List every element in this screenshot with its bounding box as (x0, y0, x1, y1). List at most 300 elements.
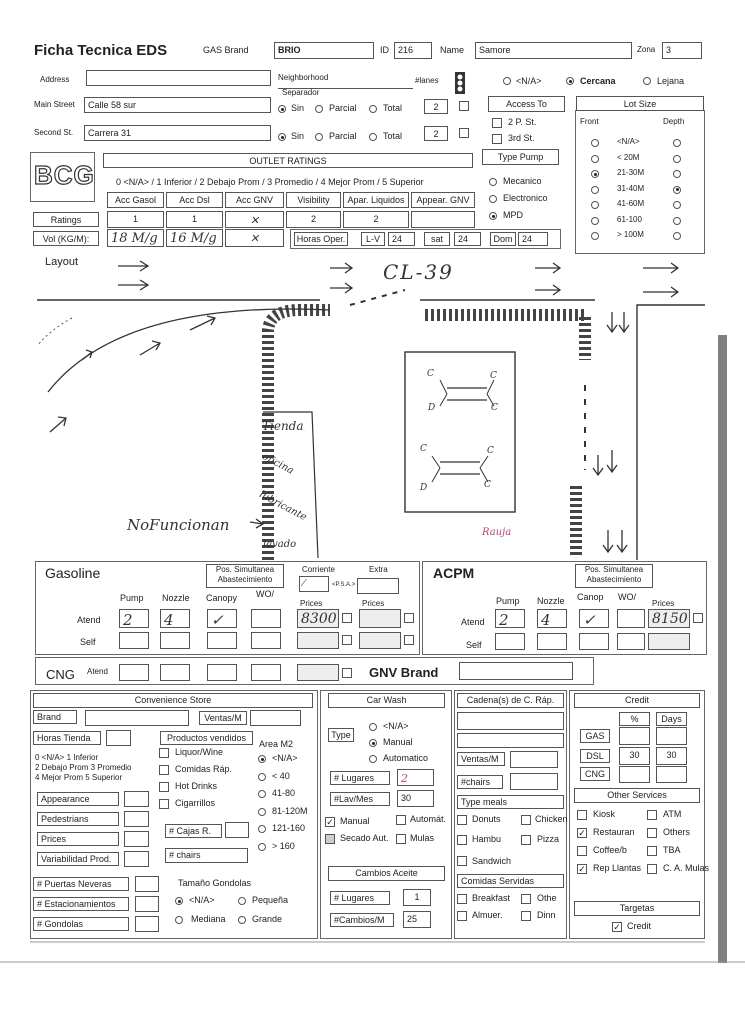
cambios-m-label: #Cambios/M (330, 913, 394, 927)
cng-atend-label: Atend (87, 667, 108, 676)
store-productos-label: Productos vendidos (160, 731, 253, 745)
service-label: C. A. Mulas (663, 863, 710, 873)
store-area-radio[interactable] (258, 825, 266, 833)
wash-lugares-label: # Lugares (330, 771, 390, 785)
gasoline-extra-price[interactable] (359, 609, 401, 628)
meal-chicken-label: Chicken (535, 814, 568, 824)
acpm-self-price[interactable] (648, 633, 690, 650)
vol-gasol-field[interactable]: 18 M/g (107, 229, 164, 247)
ratings-label: Ratings (33, 212, 99, 227)
gasoline-prices-label-1: Prices (300, 599, 323, 608)
second-street-label: Second St. (34, 128, 74, 137)
credit-gas-pct[interactable] (619, 727, 650, 745)
store-area-radio[interactable] (258, 843, 266, 851)
meal-hambu-checkbox[interactable] (457, 835, 467, 845)
serv-dinn-label: Dinn (537, 910, 556, 920)
main-lanes-checkbox[interactable] (459, 101, 469, 111)
store-rating-field[interactable] (124, 831, 149, 847)
lot-depth-radio[interactable] (673, 201, 681, 209)
store-tamano-label: Tamaño Gondolas (178, 878, 252, 888)
store-chairs-label: # chairs (165, 848, 248, 863)
credit-cng-label: CNG (580, 767, 610, 781)
service-checkbox[interactable] (647, 864, 657, 874)
store-count-label: # Estacionamientos (33, 897, 129, 911)
credit-gas-label: GAS (580, 729, 610, 743)
serv-breakfast-label: Breakfast (472, 893, 511, 903)
credit-dsl-label: DSL (580, 749, 610, 763)
serv-breakfast-checkbox[interactable] (457, 894, 467, 904)
second-sep-total-radio[interactable] (369, 133, 377, 141)
wash-automat-checkbox[interactable] (396, 815, 406, 825)
store-product-label: Liquor/Wine (175, 747, 224, 757)
lot-size-header: Lot Size (576, 96, 704, 111)
wash-type-na-label: <N/A> (383, 721, 409, 731)
dom-label: Dom (490, 232, 516, 246)
acpm-self-wo[interactable] (617, 633, 645, 650)
meal-donuts-label: Donuts (472, 814, 501, 824)
service-label: ATM (663, 809, 682, 819)
acpm-wo-label: WO/ (618, 592, 636, 602)
oficina-label: oficina (260, 451, 296, 477)
lot-option-label: 21-30M (617, 168, 645, 177)
store-product-checkbox[interactable] (159, 765, 169, 775)
acpm-nozzle-field[interactable]: 4 (537, 609, 567, 628)
store-rating-field[interactable] (124, 851, 149, 867)
credit-days-header: Days (656, 712, 687, 726)
location-na-label: <N/A> (516, 76, 542, 86)
acpm-pump-label: Pump (496, 596, 520, 606)
cng-nozzle-field[interactable] (160, 664, 190, 681)
cadena-chairs-label: #chairs (457, 775, 503, 789)
rating-apar-liquidos[interactable]: 2 (343, 211, 409, 228)
serv-othe-label: Othe (537, 893, 557, 903)
convenience-store-header: Convenience Store (33, 693, 313, 708)
cambios-lugares-label: # Lugares (330, 891, 390, 905)
lot-depth-radio[interactable] (673, 217, 681, 225)
lot-option-label: 31-40M (617, 183, 645, 193)
store-area-label: Area M2 (259, 739, 294, 749)
acpm-self-pump[interactable] (495, 633, 525, 650)
gondola-grande-label: Grande (252, 914, 283, 924)
lot-depth-radio[interactable] (673, 155, 681, 163)
rating-acc-gasol[interactable]: 1 (107, 211, 164, 228)
access-3rd-checkbox[interactable] (492, 134, 502, 144)
access-2pst-label: 2 P. St. (508, 117, 537, 127)
dom-field[interactable]: 24 (518, 232, 548, 246)
gasoline-extra-label: Extra (369, 565, 388, 574)
serv-almuer-label: Almuer. (472, 910, 503, 920)
store-cajas-field[interactable] (225, 822, 249, 838)
pump-mpd-radio[interactable] (489, 212, 497, 220)
location-cercana-radio[interactable] (566, 77, 574, 85)
cng-pump-field[interactable] (119, 664, 149, 681)
meal-sandwich-checkbox[interactable] (457, 856, 467, 866)
sat-label: sat (424, 232, 450, 246)
wash-type-manual-radio[interactable] (369, 739, 377, 747)
type-meals-header: Type meals (457, 795, 564, 809)
store-rating-label: Prices (37, 832, 119, 846)
lot-depth-radio[interactable] (673, 170, 681, 178)
pump-label-8: C (484, 480, 491, 490)
pump-label-7: D (420, 483, 428, 493)
acpm-self-nozzle[interactable] (537, 633, 567, 650)
cadena-name-field[interactable] (457, 712, 564, 730)
store-ventas-label: Ventas/M (199, 711, 247, 725)
store-brand-field[interactable] (85, 710, 189, 726)
wash-type-auto-label: Automatico (383, 753, 429, 763)
wash-mulas-label: Mulas (410, 833, 435, 843)
store-horas-label: Horas Tienda (33, 731, 101, 745)
service-label: Coffee/b (593, 845, 627, 855)
second-sep-parcial-label: Parcial (329, 131, 357, 141)
gondola-grande-radio[interactable] (238, 916, 246, 924)
meal-pizza-checkbox[interactable] (521, 835, 531, 845)
col-visibility: Visibility (286, 192, 341, 208)
gasoline-self-nozzle[interactable] (160, 632, 190, 649)
tienda-label: Tienda (262, 419, 304, 433)
zona-field[interactable]: 3 (662, 42, 702, 59)
wash-automat-label: Automát. (410, 814, 447, 824)
targetas-header: Targetas (574, 901, 700, 916)
type-pump-header: Type Pump (482, 149, 559, 165)
credit-cng-days[interactable] (656, 766, 687, 783)
store-area-radio[interactable] (258, 808, 266, 816)
second-sep-parcial-radio[interactable] (315, 133, 323, 141)
second-lanes-field[interactable]: 2 (424, 126, 448, 141)
gasoline-corriente-label: Corriente (302, 565, 335, 574)
address-label: Address (40, 75, 70, 84)
outlet-rating-scale: 0 <N/A> / 1 Inferior / 2 Debajo Prom / 3 Promedio / 4 Mejor Prom / 5 Superior (116, 177, 424, 187)
store-area-label: <N/A> (272, 753, 298, 763)
location-na-radio[interactable] (503, 77, 511, 85)
cambios-lugares-field[interactable]: 1 (403, 889, 431, 906)
location-lejana-radio[interactable] (643, 77, 651, 85)
no-funciona-note: NoFuncionan (127, 516, 230, 534)
traffic-light-icon (455, 72, 465, 94)
credit-gas-days[interactable] (656, 727, 687, 745)
wash-manual-checkbox[interactable]: ✓ (326, 817, 334, 827)
service-checkbox[interactable]: ✓ (578, 864, 586, 874)
credit-dsl-pct[interactable]: 30 (619, 747, 650, 765)
main-sep-parcial-radio[interactable] (315, 105, 323, 113)
separador-label: Separador (282, 88, 320, 97)
gasoline-wo-label: WO/ (256, 589, 274, 599)
access-2pst-checkbox[interactable] (492, 118, 502, 128)
gasoline-pump-field[interactable]: 2 (119, 609, 149, 628)
gasoline-wo-field[interactable] (251, 609, 281, 628)
gasoline-corriente-check[interactable]: ⁄ (299, 576, 329, 592)
gasoline-extra-price-check[interactable] (404, 613, 414, 623)
gasoline-title: Gasoline (45, 565, 101, 581)
pump-label-4: C (491, 403, 498, 413)
location-cercana-label: Cercana (580, 76, 616, 86)
col-appear-gnv: Appear. GNV (411, 192, 475, 208)
lot-option-label: > 100M (617, 230, 644, 239)
gondola-pequena-radio[interactable] (238, 897, 246, 905)
store-product-checkbox[interactable] (159, 799, 169, 809)
comidas-servidas-header: Comidas Servidas (457, 874, 564, 888)
gasoline-psa-label: <P.S.A.> (332, 582, 356, 588)
gas-brand-label: GAS Brand (203, 45, 249, 55)
meal-chicken-checkbox[interactable] (521, 815, 531, 825)
col-acc-gnv: Acc GNV (225, 192, 284, 208)
gondola-na-radio[interactable] (175, 897, 183, 905)
name-label: Name (440, 45, 465, 55)
credit-dsl-days[interactable]: 30 (656, 747, 687, 765)
name-field[interactable]: Samore (475, 42, 632, 59)
main-sep-sin-radio[interactable] (278, 105, 286, 113)
targeta-credit-checkbox[interactable]: ✓ (613, 922, 621, 932)
gasoline-self-label: Self (80, 637, 96, 647)
acpm-wo-field[interactable] (617, 609, 645, 628)
main-street-field[interactable]: Calle 58 sur (84, 97, 271, 113)
second-lanes-checkbox[interactable] (459, 128, 469, 138)
main-sep-total-label: Total (383, 103, 403, 113)
acpm-self-label: Self (466, 640, 482, 650)
acpm-self-canopy[interactable] (579, 633, 609, 650)
red-note: Rauja (482, 527, 512, 538)
acpm-price-check[interactable] (693, 613, 703, 623)
gasoline-pump-label: Pump (120, 593, 144, 603)
rating-acc-gnv[interactable]: ✕ (225, 211, 284, 228)
lot-front-radio[interactable] (591, 139, 599, 147)
service-label: Kiosk (593, 809, 616, 819)
gasoline-prices-label-2: Prices (362, 599, 385, 608)
acpm-prices-label: Prices (652, 599, 675, 608)
id-field[interactable]: 216 (394, 42, 432, 59)
service-label: Others (663, 827, 691, 837)
wash-lav-field[interactable]: 30 (397, 790, 434, 807)
lot-option-label: <N/A> (617, 137, 640, 146)
store-count-field[interactable] (135, 896, 159, 912)
cng-canopy-field[interactable] (207, 664, 237, 681)
lot-front-label: Front (580, 117, 599, 126)
gasoline-self-price-1-check[interactable] (342, 635, 352, 645)
lot-front-radio[interactable] (591, 201, 599, 209)
gasoline-corriente-price[interactable]: 8300 (297, 609, 339, 628)
acpm-canopy-field[interactable]: ✓ (579, 609, 609, 628)
store-brand-label: Brand (33, 710, 77, 724)
sat-field[interactable]: 24 (454, 232, 481, 246)
pump-label-3: D (428, 403, 436, 413)
lot-option-label: < 20M (617, 152, 640, 162)
acpm-title: ACPM (433, 565, 475, 581)
id-label: ID (380, 45, 389, 55)
col-apar-liquidos: Apar. Liquidos (343, 192, 409, 208)
credit-pct-header: % (619, 712, 650, 726)
lavado-label: lavado (263, 539, 297, 550)
lot-depth-label: Depth (663, 117, 685, 126)
wash-secado-label: Secado Aut. (340, 833, 389, 843)
targeta-credit-label: Credit (627, 921, 652, 931)
gasoline-atend-label: Atend (77, 615, 101, 625)
vol-gnv-field[interactable]: ✕ (225, 229, 284, 247)
lot-front-radio[interactable] (591, 170, 599, 178)
rating-appear-gnv[interactable] (411, 211, 475, 228)
cadena-header: Cadena(s) de C. Ráp. (457, 693, 564, 708)
lanes-label: #lanes (415, 76, 439, 85)
store-cajas-label: # Cajas R. (165, 824, 222, 838)
address-field[interactable] (86, 70, 271, 86)
gasoline-self-canopy[interactable] (207, 632, 237, 649)
pump-electronico-radio[interactable] (489, 195, 497, 203)
cadena-ventas-field[interactable] (510, 751, 558, 768)
wash-mulas-checkbox[interactable] (396, 834, 406, 844)
wash-lugares-field[interactable]: 2 (397, 769, 434, 786)
cadena-name-field-2[interactable] (457, 733, 564, 748)
cambios-m-field[interactable]: 25 (403, 911, 431, 928)
gasoline-nozzle-label: Nozzle (162, 593, 190, 603)
store-count-label: # Gondolas (33, 917, 129, 931)
zona-label: Zona (637, 45, 656, 54)
store-area-radio[interactable] (258, 790, 266, 798)
serv-othe-checkbox[interactable] (521, 894, 531, 904)
store-product-label: Cigarrillos (175, 798, 216, 808)
layout-label: Layout (45, 256, 79, 268)
store-scale-2: 2 Debajo Prom 3 Promedio (35, 763, 132, 772)
second-sep-sin-label: Sin (291, 131, 305, 141)
serv-dinn-checkbox[interactable] (521, 911, 531, 921)
store-area-radio[interactable] (258, 773, 266, 781)
pump-mecanico-radio[interactable] (489, 178, 497, 186)
gasoline-self-pump[interactable] (119, 632, 149, 649)
cng-price-check[interactable] (342, 668, 352, 678)
main-sep-total-radio[interactable] (369, 105, 377, 113)
acpm-canop-label: Canop (577, 592, 604, 602)
pump-label-6: C (487, 446, 494, 456)
gondola-mediana-radio[interactable] (175, 916, 183, 924)
gasoline-self-price-2[interactable] (359, 632, 401, 649)
gnv-brand-field[interactable] (459, 662, 573, 680)
cng-price-field[interactable] (297, 664, 339, 681)
gasoline-self-wo[interactable] (251, 632, 281, 649)
car-wash-header: Car Wash (328, 693, 445, 708)
lot-depth-radio[interactable] (673, 186, 681, 194)
gondola-mediana-label: Mediana (191, 914, 226, 924)
store-area-label: 41-80 (272, 788, 296, 798)
gasoline-nozzle-field[interactable]: 4 (160, 609, 190, 628)
col-acc-gasol: Acc Gasol (107, 192, 164, 208)
gasoline-extra-field[interactable] (357, 578, 399, 594)
lv-label: L-V (361, 232, 385, 246)
gasoline-pos-simultanea: Pos. Simultanea Abastecimiento (206, 564, 284, 588)
gondola-pequena-label: Pequeña (252, 895, 289, 905)
store-rating-field[interactable] (124, 811, 149, 827)
service-checkbox[interactable]: ✓ (578, 828, 586, 838)
wash-type-auto-radio[interactable] (369, 755, 377, 763)
service-label: Rep Llantas (593, 863, 642, 873)
store-horas-field[interactable] (106, 730, 131, 746)
service-checkbox[interactable] (647, 810, 657, 820)
store-product-label: Comidas Ráp. (175, 764, 233, 774)
gasoline-self-price-1[interactable] (297, 632, 339, 649)
lot-front-radio[interactable] (591, 232, 599, 240)
store-area-radio[interactable] (258, 755, 266, 763)
credit-header: Credit (574, 693, 700, 708)
car-wash-type-label: Type (328, 728, 354, 742)
rating-acc-dsl[interactable]: 1 (166, 211, 223, 228)
store-product-checkbox[interactable] (159, 748, 169, 758)
second-sep-sin-radio[interactable] (278, 133, 286, 141)
store-ventas-field[interactable] (250, 710, 301, 726)
lot-option-label: 41-60M (617, 199, 645, 208)
gasoline-canopy-field[interactable]: ✓ (207, 609, 237, 628)
gas-brand-field[interactable]: BRIO (274, 42, 374, 59)
wash-secado-checkbox[interactable] (325, 834, 335, 844)
location-lejana-label: Lejana (657, 76, 685, 86)
lot-front-radio[interactable] (591, 217, 599, 225)
acpm-pump-field[interactable]: 2 (495, 609, 525, 628)
store-count-field[interactable] (135, 876, 159, 892)
service-checkbox[interactable] (647, 846, 657, 856)
rating-visibility[interactable]: 2 (286, 211, 341, 228)
store-product-checkbox[interactable] (159, 782, 169, 792)
store-area-label: > 160 (272, 840, 295, 851)
lv-field[interactable]: 24 (388, 232, 415, 246)
cng-label: CNG (46, 667, 75, 682)
credit-cng-pct[interactable] (619, 766, 650, 783)
main-sep-sin-label: Sin (291, 103, 305, 113)
gasoline-self-price-2-check[interactable] (404, 635, 414, 645)
store-rating-label: Appearance (37, 792, 119, 806)
main-lanes-field[interactable]: 2 (424, 99, 448, 114)
gondola-na-label: <N/A> (189, 895, 215, 905)
cadena-ventas-label: Ventas/M (457, 752, 505, 766)
wash-lav-label: #Lav/Mes (330, 792, 390, 806)
wash-type-na-radio[interactable] (369, 723, 377, 731)
col-acc-dsl: Acc Dsl (166, 192, 223, 208)
street-name-label: CL-39 (383, 260, 454, 284)
lot-front-radio[interactable] (591, 155, 599, 163)
vol-dsl-field[interactable]: 16 M/g (166, 229, 223, 247)
gnv-brand-label: GNV Brand (369, 665, 439, 680)
service-checkbox[interactable] (647, 828, 657, 838)
pump-label-5: C (420, 444, 427, 454)
lot-front-radio[interactable] (591, 186, 599, 194)
store-count-field[interactable] (135, 916, 159, 932)
service-checkbox[interactable] (577, 846, 587, 856)
wash-manual-label: Manual (340, 816, 370, 826)
meal-donuts-checkbox[interactable] (457, 815, 467, 825)
store-scale-3: 4 Mejor Prom 5 Superior (35, 773, 123, 782)
service-checkbox[interactable] (577, 810, 587, 820)
main-street-label: Main Street (34, 100, 75, 109)
wash-type-manual-label: Manual (383, 737, 413, 747)
service-label: Restauran (593, 827, 635, 837)
neighborhood-label: Neighborhood (278, 73, 329, 82)
store-rating-label: Pedestrians (37, 812, 119, 826)
lot-option-label: 61-100 (617, 214, 642, 224)
lubricante-label: lubricante (257, 489, 309, 524)
bcg-logo: BCG (34, 160, 95, 190)
gasoline-corriente-price-check[interactable] (342, 613, 352, 623)
store-rating-field[interactable] (124, 791, 149, 807)
lot-depth-radio[interactable] (673, 139, 681, 147)
cng-wo-field[interactable] (251, 664, 281, 681)
gasoline-canopy-label: Canopy (206, 593, 238, 603)
lot-depth-radio[interactable] (673, 232, 681, 240)
main-sep-parcial-label: Parcial (329, 103, 357, 113)
second-street-field[interactable]: Carrera 31 (84, 125, 271, 141)
store-count-label: # Puertas Neveras (33, 877, 129, 891)
page-title: Ficha Tecnica EDS (34, 42, 168, 59)
cadena-chairs-field[interactable] (510, 773, 558, 790)
acpm-price-field[interactable]: 8150 (648, 609, 690, 628)
store-product-label: Hot Drinks (175, 781, 218, 791)
serv-almuer-checkbox[interactable] (457, 911, 467, 921)
access-to-header: Access To (488, 96, 565, 112)
pump-mecanico-label: Mecanico (503, 176, 542, 186)
